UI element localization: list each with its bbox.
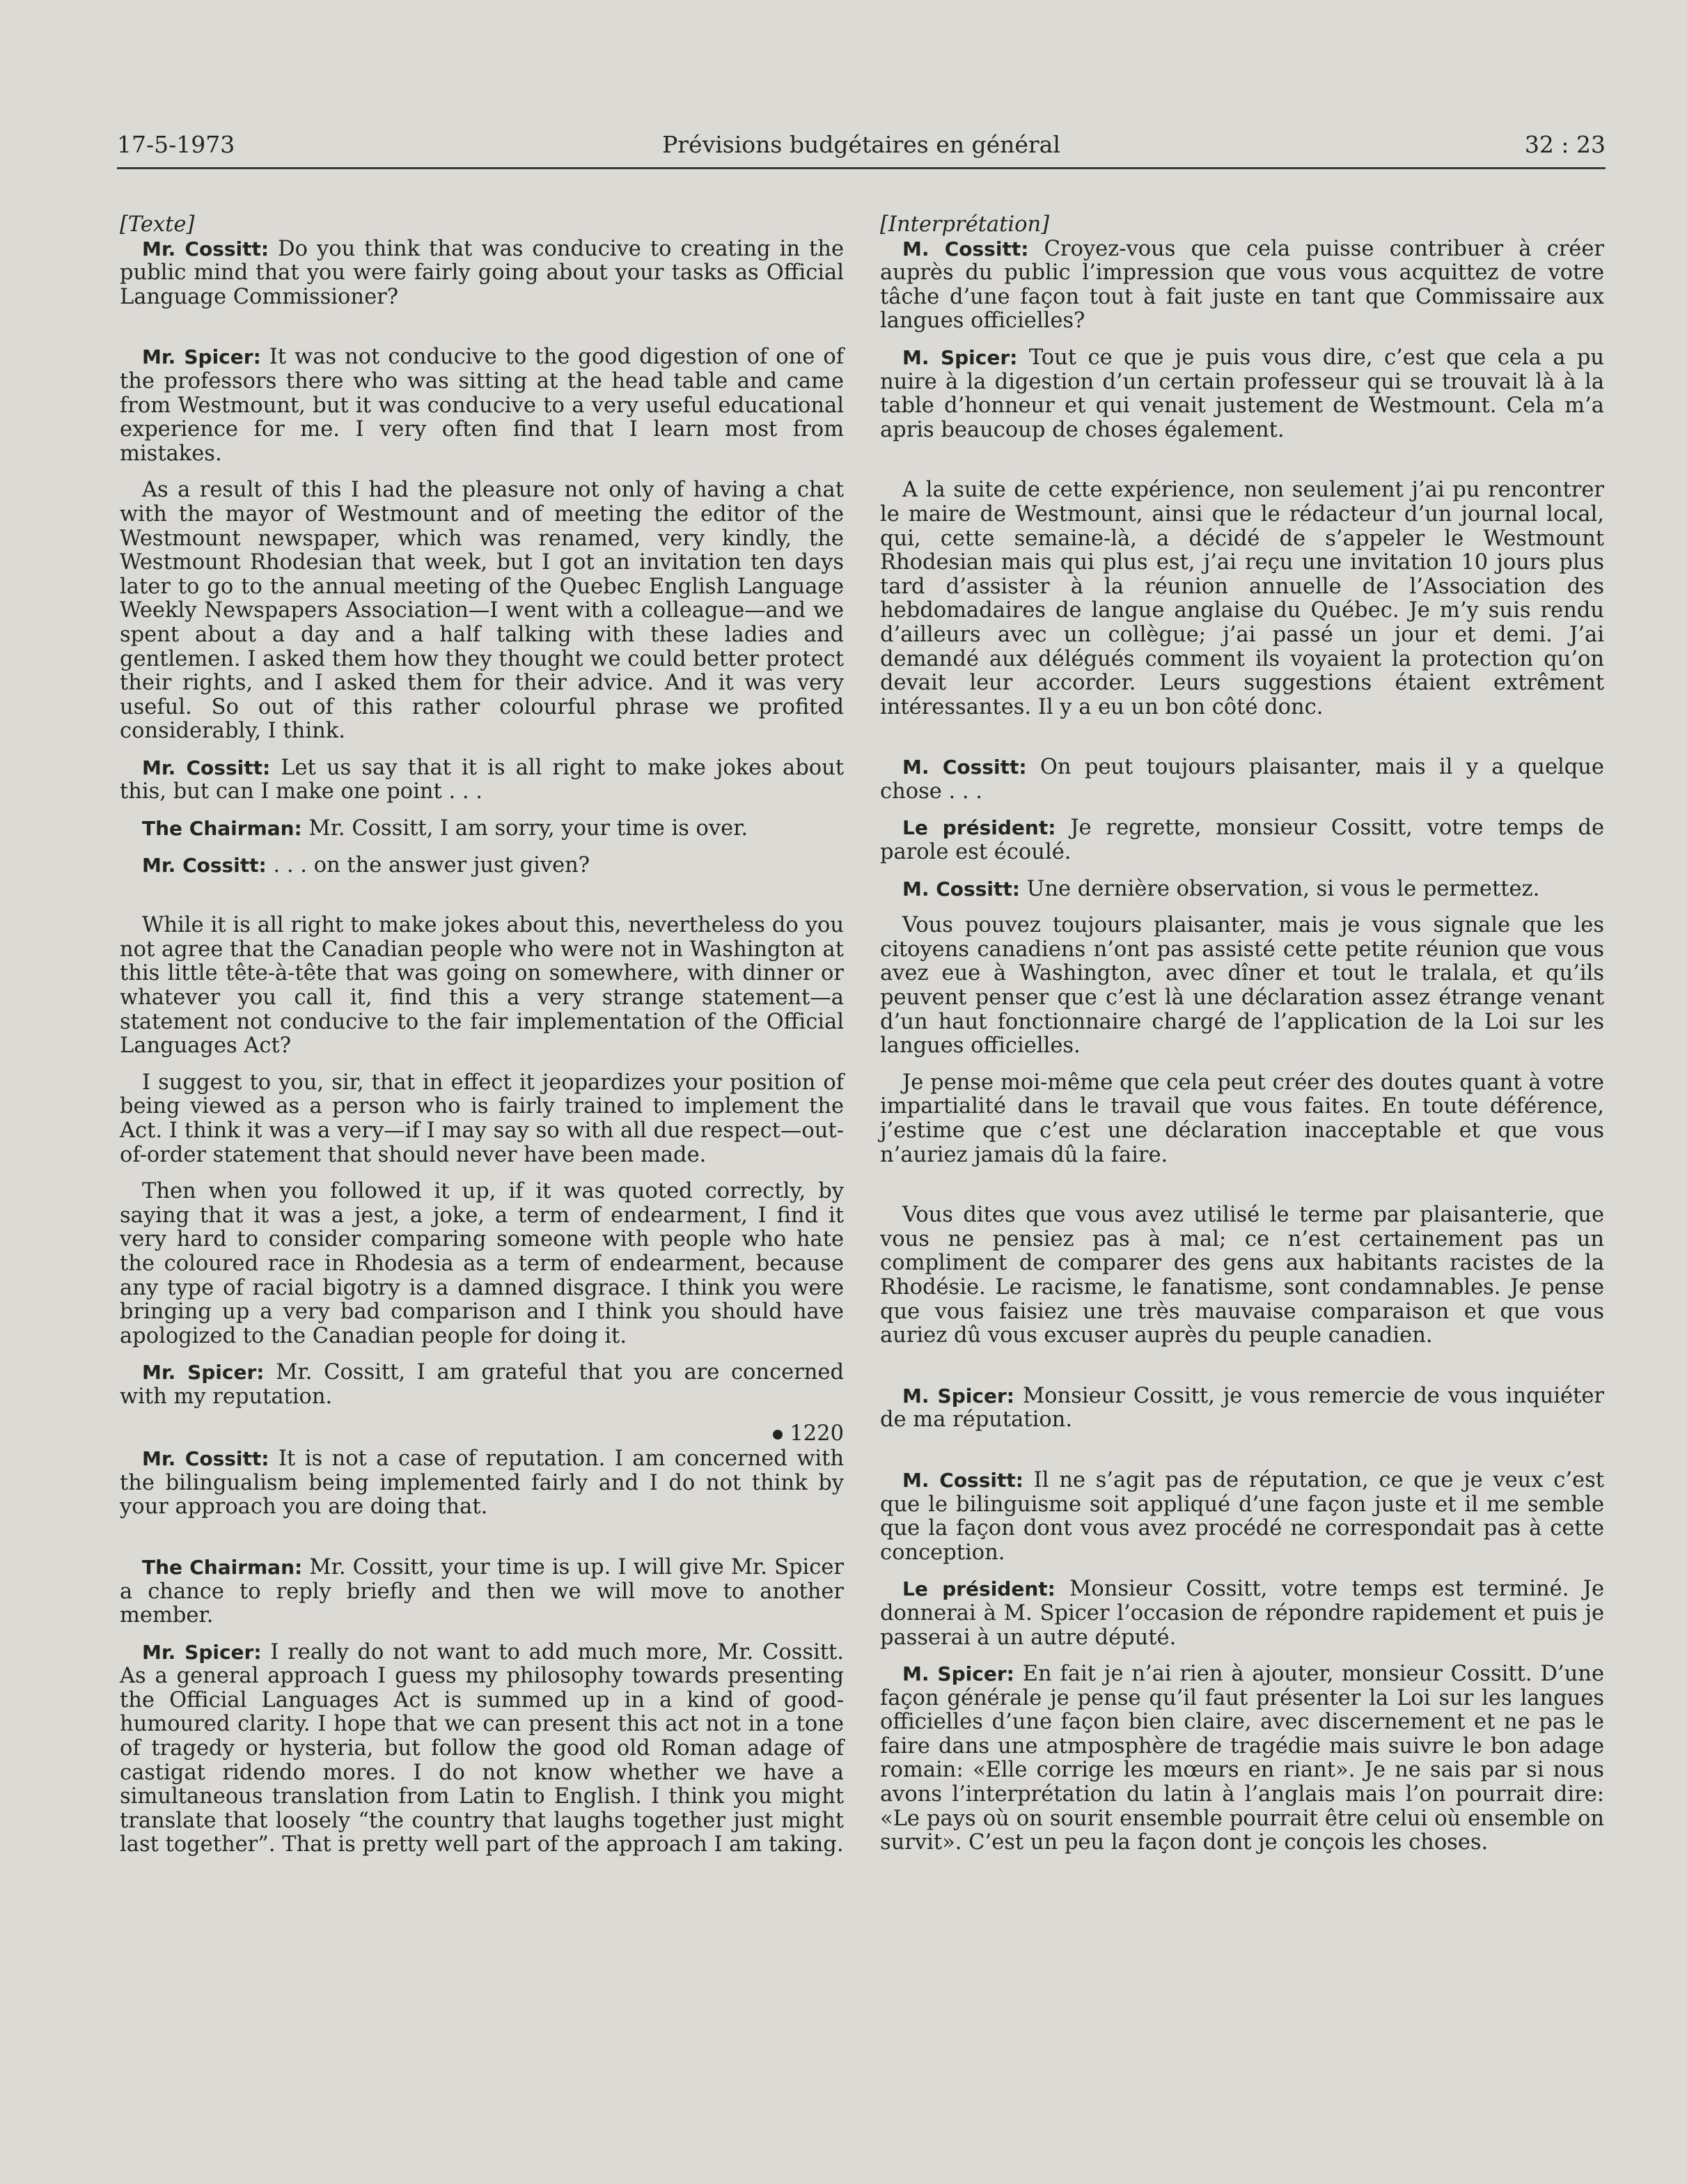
speaker: Le président: xyxy=(902,816,1056,840)
speech-text: Let us say that it is all right to make jokes about this, but can I make one point . . . xyxy=(120,755,844,804)
speaker: Le président: xyxy=(902,1577,1056,1601)
speech-text: Mr. Cossitt, your time is up. I will give Mr. Spicer a chance to reply briefly and then we will move to another member. xyxy=(120,1554,845,1628)
speech-text: Vous dites que vous avez utilisé le terme par plaisanterie, que vous ne pensiez pas à mal; ce n’est certainement pas un compliment de comparer des gens aux habitants racistes de la Rhodésie. Le racisme, le fanatisme, sont condamnables. Je pense que vous faisiez une très mauvaise comparaison et que vous auriez dû vous excuser auprès du peuple canadien. xyxy=(880,1203,1604,1348)
speech-text: Vous pouvez toujours plaisanter, mais je vous signale que les citoyens canadiens n’ont pas assisté cette petite réunion que vous avez eue à Washington, avec dîner et tout le tralala, et qu’ils peuvent penser que c’est là une déclaration assez étrange venant d’un haut fonctionnaire chargé de l’application de la Loi sur les langues officielles. xyxy=(880,913,1604,1059)
speech-text: It is not a case of reputation. I am concerned with the bilingualism being implemented fairly and I do not think by your approach you are doing that. xyxy=(120,1446,845,1520)
paragraph xyxy=(120,345,844,466)
paragraph xyxy=(120,817,844,841)
speech-text: Mr. Cossitt, I am sorry, your time is over. xyxy=(308,816,748,841)
paragraph xyxy=(120,1447,844,1520)
paragraph xyxy=(120,1556,844,1628)
paragraph xyxy=(120,237,844,310)
speech-text: On peut toujours plaisanter, mais il y a quelque chose . . . xyxy=(880,755,1604,804)
speaker: M. Spicer: xyxy=(902,345,1018,369)
bullet-icon xyxy=(773,1430,783,1440)
speaker: Mr. Cossitt: xyxy=(142,853,267,877)
french-column xyxy=(880,213,1604,1868)
paragraph xyxy=(880,1384,1604,1433)
speaker: M. Cossitt: xyxy=(902,877,1020,900)
column-label: [Texte] xyxy=(120,212,195,237)
paragraph xyxy=(120,478,844,744)
speech-text: Monsieur Cossitt, je vous remercie de vous inquiéter de ma réputation. xyxy=(880,1383,1604,1433)
speech-text: En fait je n’ai rien à ajouter, monsieur Cossitt. D’une façon générale je pense qu’il faut présenter la Loi sur les langues officielles d’une façon bien claire, avec discernement et ne pas le faire dans une atmposphère de tragédie mais suivre le bon adage romain: «Elle corrige les mœurs en riant». Je ne sais par si nous avons l’interprétation du latin à l’anglais mais l’on pourrait dire: «Le pays où on sourit ensemble pourrait être celui où ensemble on survit». C’est un peu la façon dont je conçois les choses. xyxy=(880,1662,1604,1855)
speech-text: It was not conducive to the good digestion of one of the professors there who was sitting at the head table and came from Westmount, but it was conducive to a very useful educational experience for me. I very often find that I learn most from mistakes. xyxy=(120,345,844,466)
speech-text: I really do not want to add much more, Mr. Cossitt. As a general approach I guess my philosophy towards presenting the Official Languages Act is summed up in a kind of good-humoured clarity. I hope that we can present this act not in a tone of tragedy or hysteria, but follow the good old Roman adage of castigat ridendo mores. I do not know whether we have a simultaneous translation from Latin to English. I think you might translate that loosely “the country that laughs together just might last together”. That is pretty well part of the approach I am taking. xyxy=(120,1639,845,1857)
paragraph xyxy=(880,1662,1604,1855)
paragraph xyxy=(880,914,1604,1059)
header-title: Prévisions budgétaires en général xyxy=(662,131,1060,158)
speech-text: Tout ce que je puis vous dire, c’est que cela a pu nuire à la digestion d’un certain professeur qui se trouvait là à la table d’honneur et qui venait justement de Westmount. Cela m’a apris beaucoup de choses également. xyxy=(880,345,1605,442)
paragraph xyxy=(880,1071,1604,1167)
speech-text: Croyez-vous que cela puisse contribuer à créer auprès du public l’impression que vous vous acquittez de votre tâche d’une façon tout à fait juste en tant que Commissaire aux langues officielles? xyxy=(880,236,1604,334)
paragraph xyxy=(120,914,844,1059)
speech-text: Une dernière observation, si vous le permettez. xyxy=(1026,876,1540,901)
speaker: The Chairman: xyxy=(142,817,302,841)
speaker: M. Cossitt: xyxy=(902,1468,1023,1492)
speaker: M. Spicer: xyxy=(902,1384,1014,1407)
english-column xyxy=(120,213,844,1870)
speech-text: . . . on the answer just given? xyxy=(273,852,590,878)
speech-text: As a result of this I had the pleasure not only of having a chat with the mayor of Westmount and of meeting the editor of the Westmount newspaper, which was renamed, very kindly, the Westmount Rhodesian that week, but I got an invitation ten days later to go to the annual meeting of the Quebec English Language Weekly Newspapers Association—I went with a colleague—and we spent about a day and a half talking with these ladies and gentlemen. I asked them how they thought we could better protect their rights, and I asked them for their advice. And it was very useful. So out of this rather colourful phrase we profited considerably, I think. xyxy=(120,478,844,744)
paragraph xyxy=(880,878,1604,902)
speaker: M. Cossitt: xyxy=(902,756,1027,779)
speech-text: A la suite de cette expérience, non seulement j’ai pu rencontrer le maire de Westmount, ainsi que le rédacteur d’un journal local, qui, cette semaine-là, a décidé de s’appeler le Westmount Rhodesian mais qui plus est, j’ai reçu une invitation 10 jours plus tard d’assister à la réunion annuelle de l’Association des hebdomadaires de langue anglaise du Québec. Je m’y suis rendu d’ailleurs avec un collègue; j’ai passé un jour et demi. J’ai demandé aux délégués comment ils voyaient la protection qu’on devait leur accorder. Leurs suggestions étaient extrêment intéressantes. Il y a eu un bon côté donc. xyxy=(880,478,1604,719)
paragraph xyxy=(120,1641,844,1857)
speech-text: Do you think that was conducive to creating in the public mind that you were fairly going about your tasks as Official Language Commissioner? xyxy=(120,236,844,309)
paragraph xyxy=(120,1180,844,1348)
paragraph xyxy=(120,854,844,878)
speaker: Mr. Spicer: xyxy=(142,1640,262,1664)
time-marker: 1220 xyxy=(120,1422,844,1446)
paragraph xyxy=(880,1203,1604,1348)
speaker: Mr. Spicer: xyxy=(142,345,261,369)
paragraph xyxy=(120,1071,844,1167)
speech-text: Je pense moi-même que cela peut créer des doutes quant à votre impartialité dans le travail que vous faites. En toute déférence, j’estime que c’est une déclaration inacceptable et que vous n’auriez jamais dû la faire. xyxy=(880,1070,1604,1167)
column-label: [Interprétation] xyxy=(880,212,1050,237)
speaker: Mr. Cossitt: xyxy=(142,1447,269,1471)
paragraph xyxy=(880,237,1604,334)
speaker: M. Spicer: xyxy=(902,1662,1014,1686)
speaker: Mr. Cossitt: xyxy=(142,237,269,260)
speaker: Mr. Spicer: xyxy=(142,1361,265,1384)
speech-text: Mr. Cossitt, I am grateful that you are concerned with my reputation. xyxy=(120,1360,844,1409)
speech-text: Je regrette, monsieur Cossitt, votre temps de parole est écoulé. xyxy=(880,816,1604,865)
paragraph xyxy=(880,346,1604,442)
speech-text: Then when you followed it up, if it was quoted correctly, by saying that it was a jest, a joke, a term of endearment, I find it very hard to consider comparing someone with people who hate the coloured race in Rhodesia as a term of endearment, because any type of racial bigotry is a damned disgrace. I think you were bringing up a very bad comparison and I think you should have apologized to the Canadian people for doing it. xyxy=(120,1179,844,1348)
header-page-number: 32 : 23 xyxy=(1524,131,1606,158)
speaker: The Chairman: xyxy=(142,1555,303,1579)
paragraph xyxy=(880,478,1604,719)
paragraph xyxy=(880,1469,1604,1565)
speaker: M. Cossitt: xyxy=(902,237,1029,260)
speech-text: I suggest to you, sir, that in effect it jeopardizes your position of being viewed as a person who is fairly trained to implement the Act. I think it was a very—if I may say so with all due respect—out-of-order statement that should never have been made. xyxy=(120,1070,844,1167)
speech-text: Monsieur Cossitt, votre temps est terminé. Je donnerai à M. Spicer l’occasion de répondre rapidement et puis je passerai à un autre député. xyxy=(880,1577,1604,1650)
speaker: Mr. Cossitt: xyxy=(142,756,271,779)
speech-text: While it is all right to make jokes about this, nevertheless do you not agree that the Canadian people who were not in Washington at this little tête-à-tête that was going on somewhere, with dinner or whatever you call it, find this a very strange statement—a statement not conducive to the fair implementation of the Official Languages Act? xyxy=(120,913,844,1059)
header-date: 17-5-1973 xyxy=(117,131,235,158)
paragraph xyxy=(120,1361,844,1409)
speech-text: Il ne s’agit pas de réputation, ce que je veux c’est que le bilinguisme soit appliqué d’une façon juste et il me semble que la façon dont vous avez procédé ne correspondait pas à cette conception. xyxy=(880,1467,1604,1565)
page-header xyxy=(117,128,1606,169)
paragraph xyxy=(880,816,1604,864)
paragraph xyxy=(120,756,844,804)
paragraph xyxy=(880,1577,1604,1650)
paragraph xyxy=(880,756,1604,804)
